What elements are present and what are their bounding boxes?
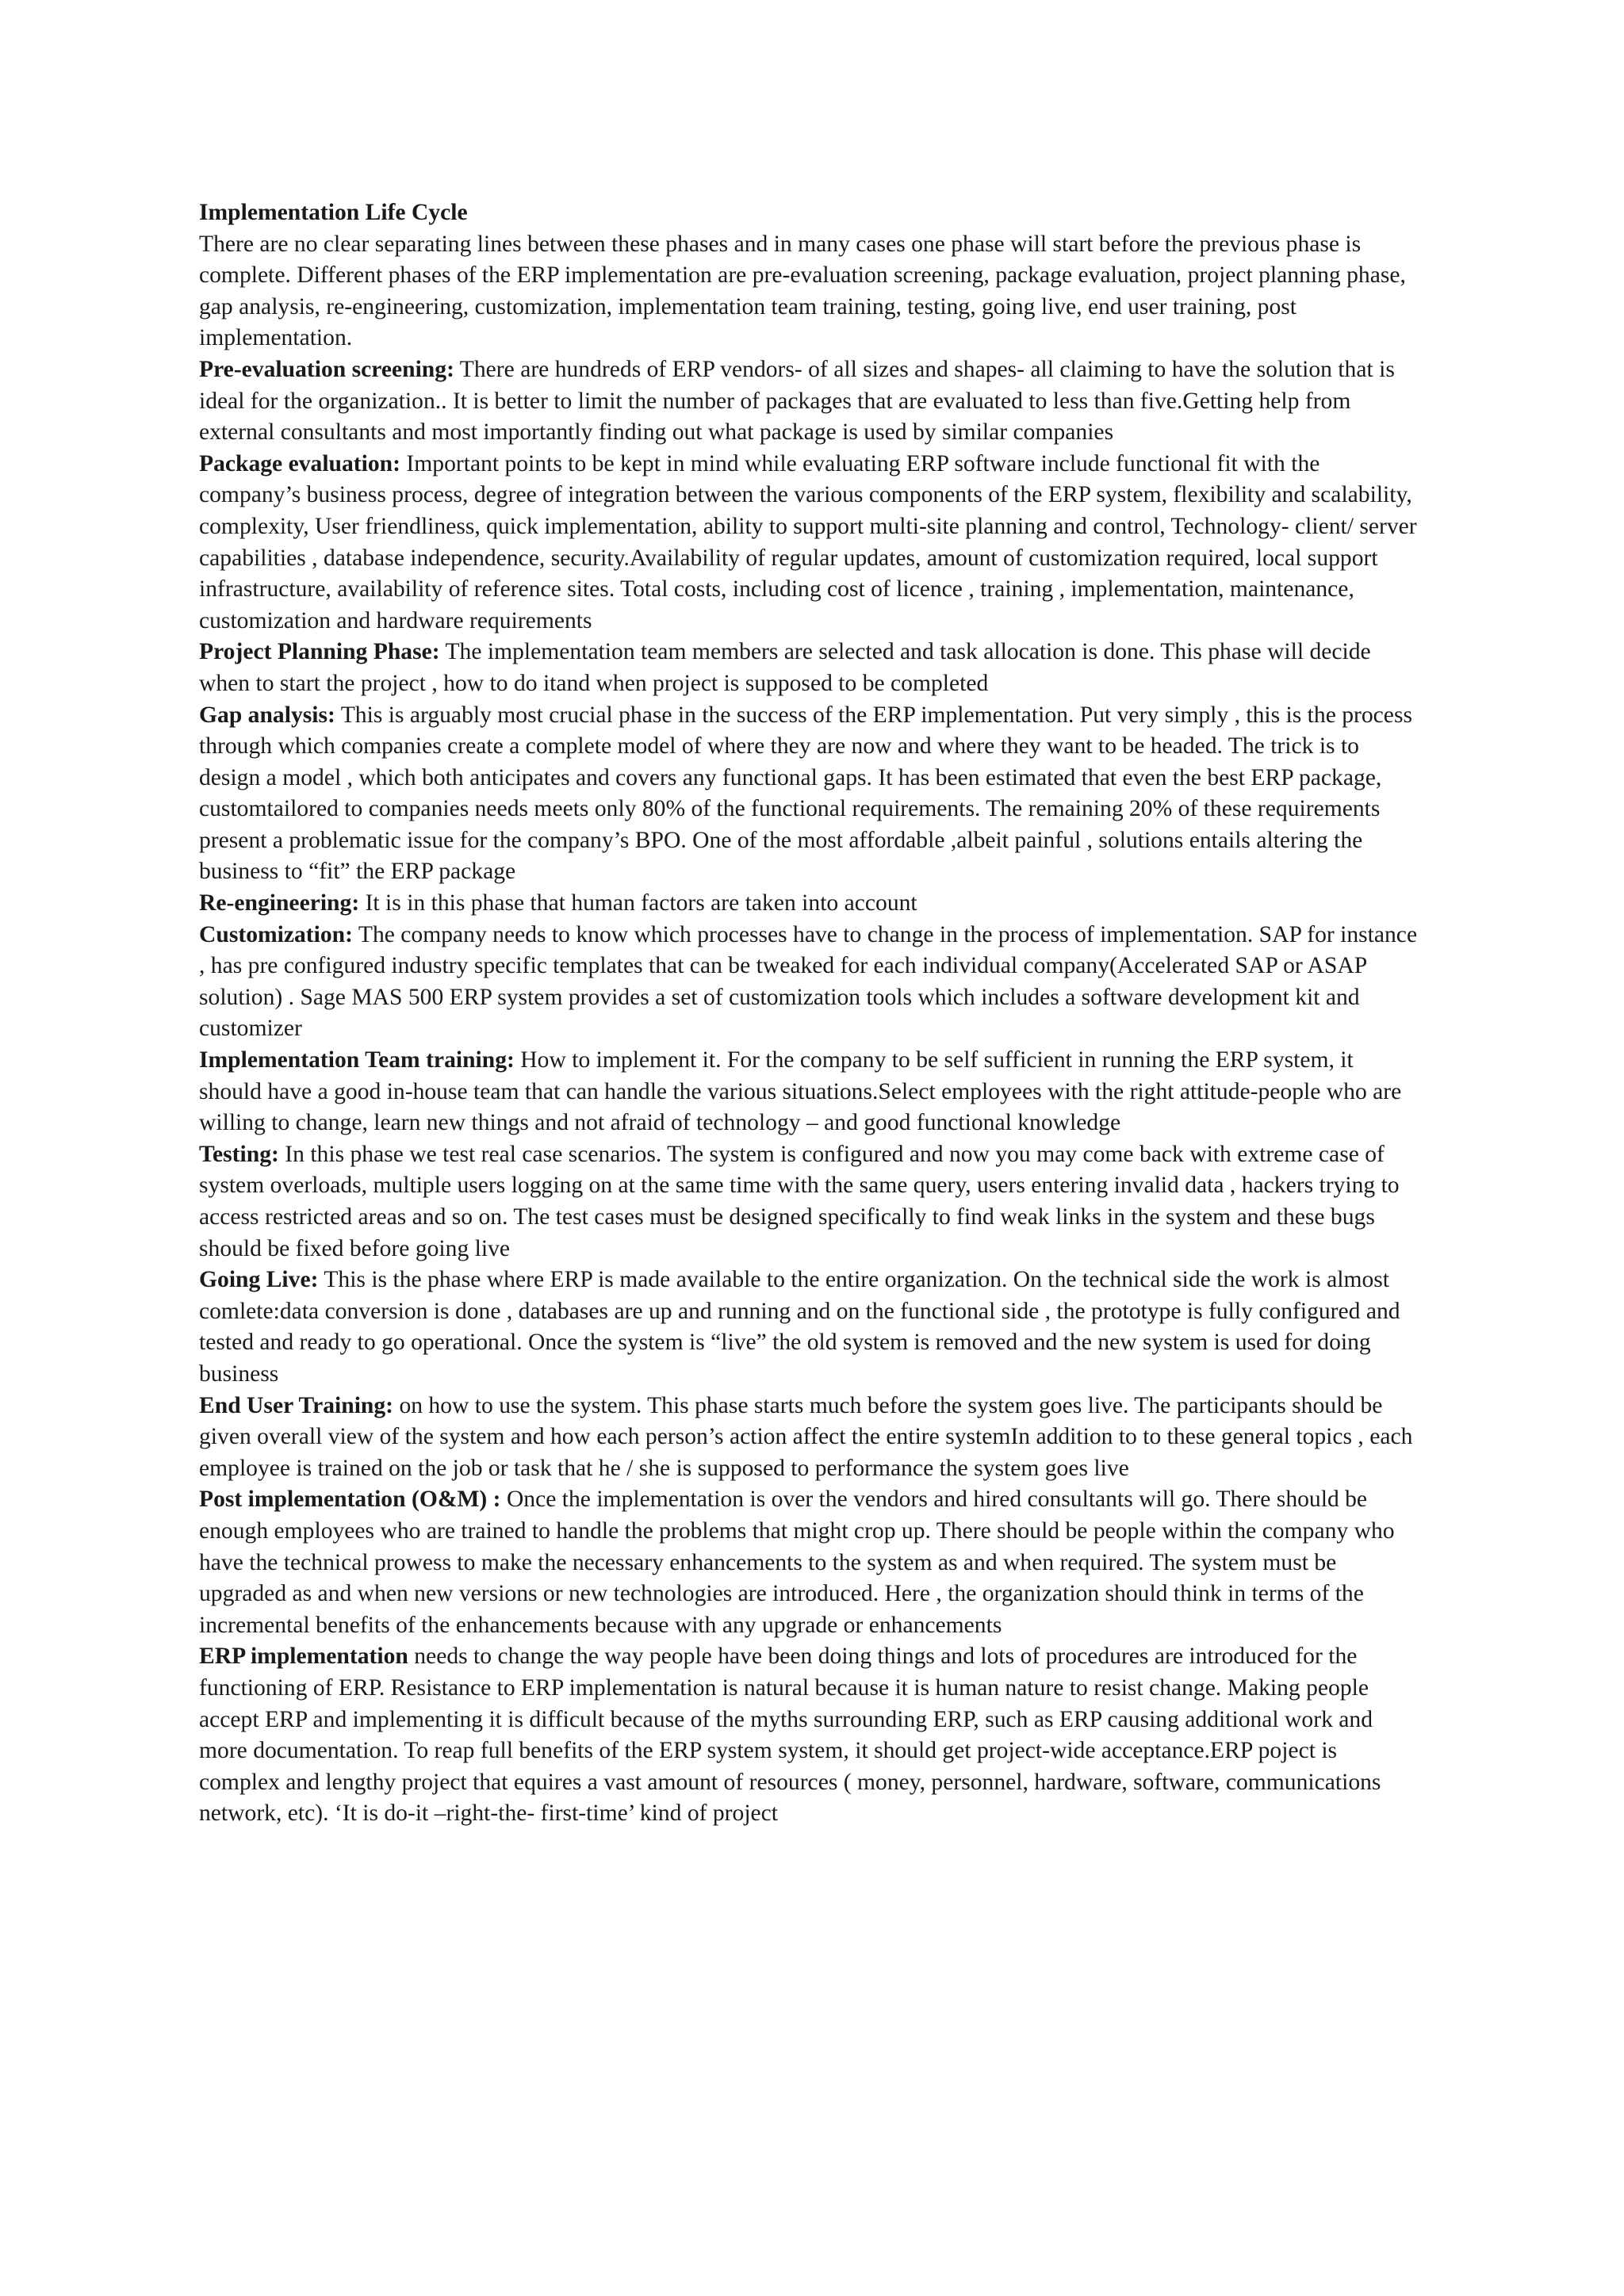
section-implementation-team-training: [199, 1045, 1420, 1139]
section-text: on how to use the system. This phase starts much before the system goes live. The participants should be given overall view of the system and how each person’s action affect the entire systemIn addition to to these general topics , each employee is trained on the job or task that he / she is supposed to performance the system goes live: [199, 1392, 1413, 1481]
section-text: needs to change the way people have been doing things and lots of procedures are introduced for the functioning of ERP. Resistance to ERP implementation is natural because it is human nature to resist change. Making people accept ERP and implementing it is difficult because of the myths surrounding ERP, such as ERP causing additional work and more documentation. To reap full benefits of the ERP system system, it should get project-wide acceptance.ERP poject is complex and lengthy project that equires a vast amount of resources ( money, personnel, hardware, software, communications network, etc). ‘It is do-it –right-the- first-time’ kind of project: [199, 1644, 1381, 1827]
section-end-user-training: [199, 1391, 1420, 1485]
section-heading: End User Training:: [199, 1392, 394, 1418]
section-post-implementation: [199, 1484, 1420, 1641]
section-heading: Post implementation (O&M) :: [199, 1487, 501, 1513]
section-going-live: [199, 1265, 1420, 1390]
section-heading: Customization:: [199, 921, 353, 947]
section-text: The company needs to know which processes have to change in the process of implementation. SAP for instance , has pre configured industry specific templates that can be tweaked for each individual company(Accelerated SAP or ASAP solution) . Sage MAS 500 ERP system provides a set of customization tools which includes a software development kit and customizer: [199, 921, 1418, 1042]
section-text: The implementation team members are selected and task allocation is done. This phase will decide when to start the project , how to do itand when project is supposed to be completed: [199, 639, 1371, 696]
intro-paragraph: There are no clear separating lines between these phases and in many cases one phase will start before the previous phase is complete. Different phases of the ERP implementation are pre-evaluation screening, package evaluation, project planning phase, gap analysis, re-engineering, customization, implementation team training, testing, going live, end user training, post implementation.: [199, 231, 1406, 351]
section-gap-analysis: [199, 700, 1420, 889]
section-pre-evaluation-screening: [199, 354, 1420, 449]
section-text: How to implement it. For the company to be self sufficient in running the ERP system, it should have a good in-house team that can handle the various situations.Select employees with the right attitude-people who are willing to change, learn new things and not afraid of technology – and good functional knowledge: [199, 1047, 1402, 1136]
section-text: It is in this phase that human factors are taken into account: [365, 890, 917, 916]
section-text: There are hundreds of ERP vendors- of all sizes and shapes- all claiming to have the solution that is ideal for the organization.. It is better to limit the number of packages that are evaluated to less than five.Getting help from external consultants and most importantly finding out what package is used by similar companies: [199, 356, 1395, 446]
section-project-planning-phase: [199, 637, 1420, 699]
section-heading: Testing:: [199, 1141, 279, 1167]
section-text: Important points to be kept in mind while evaluating ERP software include functional fit with the company’s business process, degree of integration between the various components of the ERP system, flexibility and scalability, complexity, User friendliness, quick implementation, ability to support multi-site planning and control, Technology- client/ server capabilities , database independence, security.Availability of regular updates, amount of customization required, local support infrastructure, availability of reference sites. Total costs, including cost of licence , training , implementation, maintenance, customization and hardware requirements: [199, 450, 1417, 633]
section-heading: Gap analysis:: [199, 702, 335, 728]
section-heading: ERP implementation: [199, 1644, 408, 1670]
section-text: In this phase we test real case scenarios. The system is configured and now you may come back with extreme case of system overloads, multiple users logging on at the same time with the same query, users entering invalid data , hackers trying to access restricted areas and so on. The test cases must be designed specifically to find weak links in the system and these bugs should be fixed before going live: [199, 1141, 1400, 1261]
section-heading: Project Planning Phase:: [199, 639, 440, 665]
section-heading: Going Live:: [199, 1267, 319, 1293]
section-erp-implementation: [199, 1641, 1420, 1830]
section-customization: [199, 920, 1420, 1045]
document-body: [199, 197, 1420, 1830]
section-heading: Package evaluation:: [199, 450, 400, 476]
section-heading: Implementation Team training:: [199, 1047, 515, 1073]
section-text: This is arguably most crucial phase in the success of the ERP implementation. Put very simply , this is the process through which companies create a complete model of where they are now and where they want to be headed. The trick is to design a model , which both anticipates and covers any functional gaps. It has been estimated that even the best ERP package, customtailored to companies needs meets only 80% of the functional requirements. The remaining 20% of these requirements present a problematic issue for the company’s BPO. One of the most affordable ,albeit painful , solutions entails altering the business to “fit” the ERP package: [199, 702, 1412, 885]
section-text: Once the implementation is over the vendors and hired consultants will go. There should be enough employees who are trained to handle the problems that might crop up. There should be people within the company who have the technical prowess to make the necessary enhancements to the system as and when required. The system must be upgraded as and when new versions or new technologies are introduced. Here , the organization should think in terms of the incremental benefits of the enhancements because with any upgrade or enhancements: [199, 1487, 1395, 1638]
section-heading: Pre-evaluation screening:: [199, 356, 454, 382]
section-testing: [199, 1139, 1420, 1265]
document-title: Implementation Life Cycle: [199, 200, 468, 225]
section-package-evaluation: [199, 449, 1420, 637]
section-text: This is the phase where ERP is made available to the entire organization. On the technical side the work is almost comlete:data conversion is done , databases are up and running and on the functional side , the prototype is fully configured and tested and ready to go operational. Once the system is “live” the old system is removed and the new system is used for doing business: [199, 1267, 1400, 1387]
section-re-engineering: [199, 888, 1420, 920]
section-heading: Re-engineering:: [199, 890, 360, 916]
